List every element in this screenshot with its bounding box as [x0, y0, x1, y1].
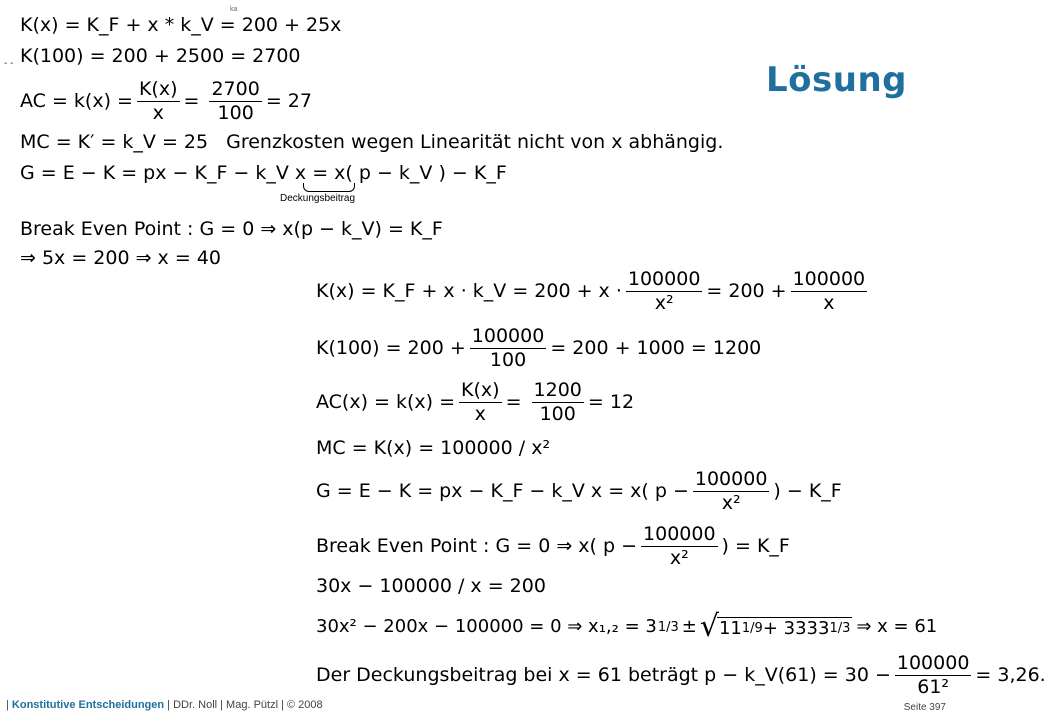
fraction [895, 654, 972, 697]
denominator: 100 [539, 403, 576, 425]
denominator: x [152, 102, 164, 124]
numerator: 100000 [792, 268, 866, 290]
eq2-marginal-cost: MC = K(x) = 100000 / x² [316, 437, 551, 459]
denominator: x [823, 292, 835, 314]
numerator: 100000 [627, 268, 701, 290]
eq2-quadratic-solution [316, 609, 938, 644]
numerator: 1200 [533, 379, 582, 401]
plus-minus: ± [681, 616, 697, 637]
numerator: K(x) [461, 379, 500, 401]
page-number: Seite 397 [903, 702, 946, 713]
eq-part: = 200 + [706, 280, 787, 302]
denominator: x [474, 403, 486, 425]
eq1-profit: G = E − K = px − K_F − k_V x = x( p − k_V ) − K_F [20, 162, 507, 184]
square-root [699, 609, 853, 644]
eq-part: = 12 [587, 391, 635, 413]
eq2-equation: 30x − 100000 / x = 200 [316, 575, 546, 597]
fraction [459, 381, 502, 424]
eq-part: + 3333 [762, 617, 830, 639]
fraction [470, 327, 547, 370]
eq1-average-cost: AC = k(x) = $\frac{K(x)}{x}$ = $\frac{2700}{100}$ = 27 [20, 78, 312, 124]
fraction [791, 270, 868, 313]
footer [6, 699, 323, 711]
mixed-number [657, 621, 679, 634]
eq-part: 30x² − 200x − 100000 = 0 ⇒ x₁,₂ = 3 [316, 616, 657, 637]
eq2-contribution-margin [316, 654, 1046, 697]
slide-title: Lösung [766, 60, 908, 100]
denominator: 100 [217, 102, 254, 124]
fraction [693, 470, 770, 513]
footer-sep: | [6, 699, 12, 711]
eq-comment: Grenzkosten wegen Linearität nicht von x abhängig. [226, 131, 724, 153]
eq-part: K(x) = K_F + x · k_V = 200 + x · [316, 280, 622, 302]
denominator: 61² [917, 676, 950, 698]
footer-authors: | DDr. Noll | Mag. Pützl | © 2008 [164, 699, 323, 711]
fraction [641, 525, 718, 568]
underbrace [303, 183, 355, 192]
dash-mark: - - [4, 58, 14, 69]
eq-part: 11 [718, 617, 742, 639]
numerator: K(x) [138, 78, 178, 100]
eq1-cost-function: K(x) = K_F + x * k_V = 200 + 25x [20, 14, 342, 36]
eq2-cost-function [316, 270, 871, 313]
denominator: 100 [489, 349, 527, 371]
denominator: x² [669, 547, 689, 569]
fraction-part: 1/3 [829, 621, 851, 636]
fraction-part: 1/9 [741, 621, 763, 636]
underbrace-label: Deckungsbeitrag [280, 193, 356, 204]
eq2-profit [316, 470, 842, 513]
numerator: 100000 [896, 652, 970, 674]
fraction-part: 1/3 [657, 619, 679, 635]
radical-icon: √ [699, 609, 719, 644]
denominator: x² [721, 492, 741, 514]
eq1-marginal-cost [20, 133, 723, 152]
eq-part: Der Deckungsbeitrag bei x = 61 beträgt p − k_V(61) = 30 − [316, 664, 891, 686]
eq-part: G = E − K = px − K_F − k_V x = x( p − [316, 480, 689, 502]
eq-part: ) − K_F [773, 480, 842, 502]
numerator: 100000 [643, 523, 716, 545]
eq-part: ) = K_F [721, 535, 790, 557]
eq-part: AC(x) = k(x) = [316, 391, 456, 413]
eq2-cost-at-100 [316, 327, 761, 370]
eq-part: = 27 [265, 90, 312, 112]
numerator: 100000 [471, 325, 545, 347]
numerator: 100000 [694, 468, 768, 490]
fraction [209, 80, 261, 123]
eq-part: MC = K′ = k_V = 25 [20, 131, 209, 153]
eq-part: K(100) = 200 + [316, 337, 466, 359]
eq1-cost-at-100: K(100) = 200 + 2500 = 2700 [20, 45, 301, 67]
eq-part: = 3,26. [975, 664, 1046, 686]
footer-course: Konstitutive Entscheidungen [11, 699, 165, 711]
eq2-average-cost: AC(x) = k(x) = $\frac{K(x)}{x}$ = $\frac{1200}{100}$ = 12 [316, 379, 635, 425]
numerator: 2700 [211, 78, 260, 100]
tick-mark: ka [230, 6, 238, 13]
fraction [137, 80, 180, 123]
radicand [717, 617, 852, 638]
fraction [626, 270, 703, 313]
denominator: x² [654, 292, 674, 314]
eq-part: AC = k(x) = [20, 90, 133, 112]
eq1-break-even-solution: ⇒ 5x = 200 ⇒ x = 40 [20, 247, 221, 269]
eq2-break-even [316, 525, 790, 568]
eq1-break-even: Break Even Point : G = 0 ⇒ x(p − k_V) = K_F [20, 218, 443, 240]
fraction [532, 381, 584, 424]
eq-part: = 200 + 1000 = 1200 [550, 337, 762, 359]
eq-part: ⇒ x = 61 [856, 616, 938, 637]
eq-part: Break Even Point : G = 0 ⇒ x( p − [316, 535, 638, 557]
